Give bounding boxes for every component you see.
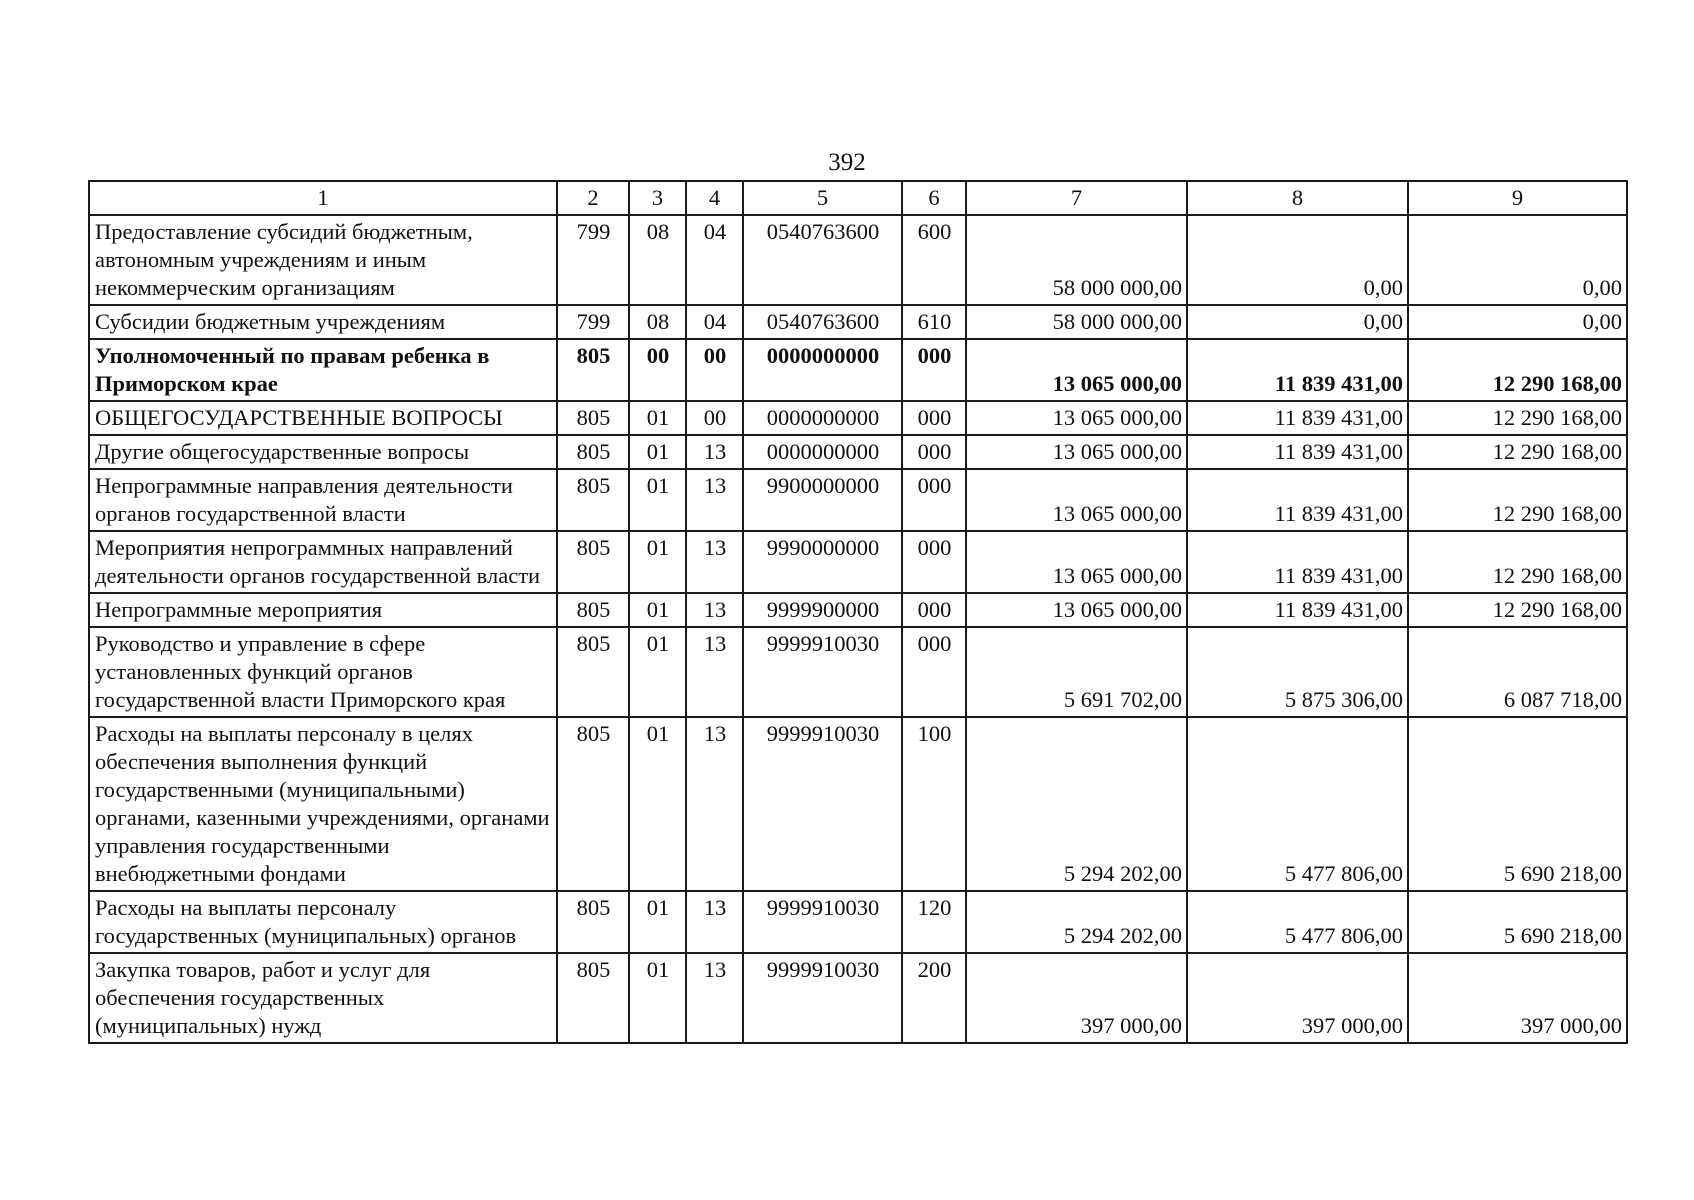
- section-code: 01: [629, 891, 686, 953]
- amount-col-8: 0,00: [1187, 305, 1408, 339]
- expense-type-code: 000: [902, 339, 966, 401]
- expense-item-name: Непрограммные мероприятия: [89, 593, 557, 627]
- amount-col-9: 12 290 168,00: [1408, 339, 1627, 401]
- column-header-4: 4: [686, 181, 743, 215]
- ministry-code: 805: [557, 531, 629, 593]
- subsection-code: 04: [686, 305, 743, 339]
- amount-col-8: 11 839 431,00: [1187, 531, 1408, 593]
- ministry-code: 799: [557, 305, 629, 339]
- target-article-code: 0000000000: [743, 435, 902, 469]
- amount-col-9: 0,00: [1408, 215, 1627, 305]
- subsection-code: 13: [686, 953, 743, 1043]
- amount-col-8: 11 839 431,00: [1187, 593, 1408, 627]
- section-code: 01: [629, 435, 686, 469]
- amount-col-9: 6 087 718,00: [1408, 627, 1627, 717]
- amount-col-7: 13 065 000,00: [966, 531, 1187, 593]
- target-article-code: 9999910030: [743, 891, 902, 953]
- amount-col-9: 397 000,00: [1408, 953, 1627, 1043]
- table-row: [89, 593, 1627, 627]
- expense-type-code: 000: [902, 593, 966, 627]
- ministry-code: 805: [557, 593, 629, 627]
- expense-type-code: 600: [902, 215, 966, 305]
- column-header-5: 5: [743, 181, 902, 215]
- amount-col-7: 13 065 000,00: [966, 469, 1187, 531]
- section-code: 01: [629, 531, 686, 593]
- amount-col-8: 5 875 306,00: [1187, 627, 1408, 717]
- amount-col-8: 5 477 806,00: [1187, 891, 1408, 953]
- page-number: 392: [828, 149, 866, 176]
- ministry-code: 805: [557, 717, 629, 891]
- target-article-code: 9999910030: [743, 953, 902, 1043]
- expense-type-code: 200: [902, 953, 966, 1043]
- amount-col-8: 11 839 431,00: [1187, 339, 1408, 401]
- amount-col-9: 5 690 218,00: [1408, 717, 1627, 891]
- section-code: 08: [629, 215, 686, 305]
- target-article-code: 9999910030: [743, 717, 902, 891]
- section-code: 08: [629, 305, 686, 339]
- target-article-code: 9999910030: [743, 627, 902, 717]
- subsection-code: 13: [686, 717, 743, 891]
- ministry-code: 805: [557, 339, 629, 401]
- subsection-code: 13: [686, 593, 743, 627]
- amount-col-7: 397 000,00: [966, 953, 1187, 1043]
- expense-type-code: 610: [902, 305, 966, 339]
- amount-col-8: 5 477 806,00: [1187, 717, 1408, 891]
- table-row: [89, 717, 1627, 891]
- amount-col-7: 13 065 000,00: [966, 339, 1187, 401]
- amount-col-9: 12 290 168,00: [1408, 531, 1627, 593]
- column-header-9: 9: [1408, 181, 1627, 215]
- section-code: 01: [629, 593, 686, 627]
- table-row: [89, 401, 1627, 435]
- target-article-code: 0540763600: [743, 305, 902, 339]
- ministry-code: 805: [557, 627, 629, 717]
- amount-col-7: 5 294 202,00: [966, 717, 1187, 891]
- section-code: 01: [629, 953, 686, 1043]
- table-row: [89, 531, 1627, 593]
- subsection-code: 13: [686, 627, 743, 717]
- ministry-code: 805: [557, 401, 629, 435]
- subsection-code: 13: [686, 891, 743, 953]
- expense-type-code: 000: [902, 531, 966, 593]
- expense-item-name: Расходы на выплаты персоналу в целях обеспечения выполнения функций государственными (муниципальными) органами, казенными учреждениями, органами управления государственными внебюджетными фондами: [89, 717, 557, 891]
- target-article-code: 0540763600: [743, 215, 902, 305]
- ministry-code: 805: [557, 953, 629, 1043]
- section-code: 01: [629, 401, 686, 435]
- amount-col-7: 58 000 000,00: [966, 305, 1187, 339]
- expense-item-name: Непрограммные направления деятельности органов государственной власти: [89, 469, 557, 531]
- amount-col-8: 11 839 431,00: [1187, 435, 1408, 469]
- section-code: 01: [629, 627, 686, 717]
- target-article-code: 0000000000: [743, 339, 902, 401]
- table-row: [89, 339, 1627, 401]
- amount-col-9: 5 690 218,00: [1408, 891, 1627, 953]
- amount-col-9: 12 290 168,00: [1408, 435, 1627, 469]
- subsection-code: 00: [686, 401, 743, 435]
- target-article-code: 9999900000: [743, 593, 902, 627]
- expense-item-name: Закупка товаров, работ и услуг для обеспечения государственных (муниципальных) нужд: [89, 953, 557, 1043]
- ministry-code: 805: [557, 435, 629, 469]
- amount-col-7: 13 065 000,00: [966, 435, 1187, 469]
- table-row: [89, 627, 1627, 717]
- column-header-6: 6: [902, 181, 966, 215]
- table-row: [89, 469, 1627, 531]
- target-article-code: 9900000000: [743, 469, 902, 531]
- table-row: [89, 435, 1627, 469]
- ministry-code: 799: [557, 215, 629, 305]
- section-code: 01: [629, 717, 686, 891]
- expense-item-name: Уполномоченный по правам ребенка в Приморском крае: [89, 339, 557, 401]
- expense-item-name: Мероприятия непрограммных направлений деятельности органов государственной власти: [89, 531, 557, 593]
- expense-item-name: Другие общегосударственные вопросы: [89, 435, 557, 469]
- amount-col-9: 12 290 168,00: [1408, 593, 1627, 627]
- header-row: [89, 181, 1627, 215]
- section-code: 00: [629, 339, 686, 401]
- amount-col-9: 0,00: [1408, 305, 1627, 339]
- ministry-code: 805: [557, 469, 629, 531]
- table-row: [89, 891, 1627, 953]
- expense-type-code: 000: [902, 469, 966, 531]
- column-header-1: 1: [89, 181, 557, 215]
- subsection-code: 13: [686, 531, 743, 593]
- target-article-code: 0000000000: [743, 401, 902, 435]
- table-body: [89, 215, 1627, 1043]
- amount-col-7: 5 691 702,00: [966, 627, 1187, 717]
- expense-type-code: 120: [902, 891, 966, 953]
- ministry-code: 805: [557, 891, 629, 953]
- subsection-code: 04: [686, 215, 743, 305]
- amount-col-8: 0,00: [1187, 215, 1408, 305]
- expense-item-name: Расходы на выплаты персоналу государственных (муниципальных) органов: [89, 891, 557, 953]
- column-header-3: 3: [629, 181, 686, 215]
- amount-col-7: 13 065 000,00: [966, 401, 1187, 435]
- table-row: [89, 953, 1627, 1043]
- expense-type-code: 000: [902, 401, 966, 435]
- amount-col-7: 13 065 000,00: [966, 593, 1187, 627]
- subsection-code: 13: [686, 469, 743, 531]
- amount-col-9: 12 290 168,00: [1408, 401, 1627, 435]
- amount-col-7: 58 000 000,00: [966, 215, 1187, 305]
- table-row: [89, 305, 1627, 339]
- column-header-2: 2: [557, 181, 629, 215]
- expense-item-name: Предоставление субсидий бюджетным, автономным учреждениям и иным некоммерческим организациям: [89, 215, 557, 305]
- table-row: [89, 215, 1627, 305]
- section-code: 01: [629, 469, 686, 531]
- expense-item-name: ОБЩЕГОСУДАРСТВЕННЫЕ ВОПРОСЫ: [89, 401, 557, 435]
- expense-item-name: Руководство и управление в сфере установленных функций органов государственной власти Приморского края: [89, 627, 557, 717]
- expense-type-code: 000: [902, 627, 966, 717]
- expense-item-name: Субсидии бюджетным учреждениям: [89, 305, 557, 339]
- amount-col-7: 5 294 202,00: [966, 891, 1187, 953]
- column-header-7: 7: [966, 181, 1187, 215]
- subsection-code: 13: [686, 435, 743, 469]
- amount-col-8: 397 000,00: [1187, 953, 1408, 1043]
- amount-col-8: 11 839 431,00: [1187, 401, 1408, 435]
- amount-col-9: 12 290 168,00: [1408, 469, 1627, 531]
- expense-type-code: 000: [902, 435, 966, 469]
- target-article-code: 9990000000: [743, 531, 902, 593]
- amount-col-8: 11 839 431,00: [1187, 469, 1408, 531]
- column-header-8: 8: [1187, 181, 1408, 215]
- subsection-code: 00: [686, 339, 743, 401]
- budget-table: [88, 180, 1628, 1044]
- expense-type-code: 100: [902, 717, 966, 891]
